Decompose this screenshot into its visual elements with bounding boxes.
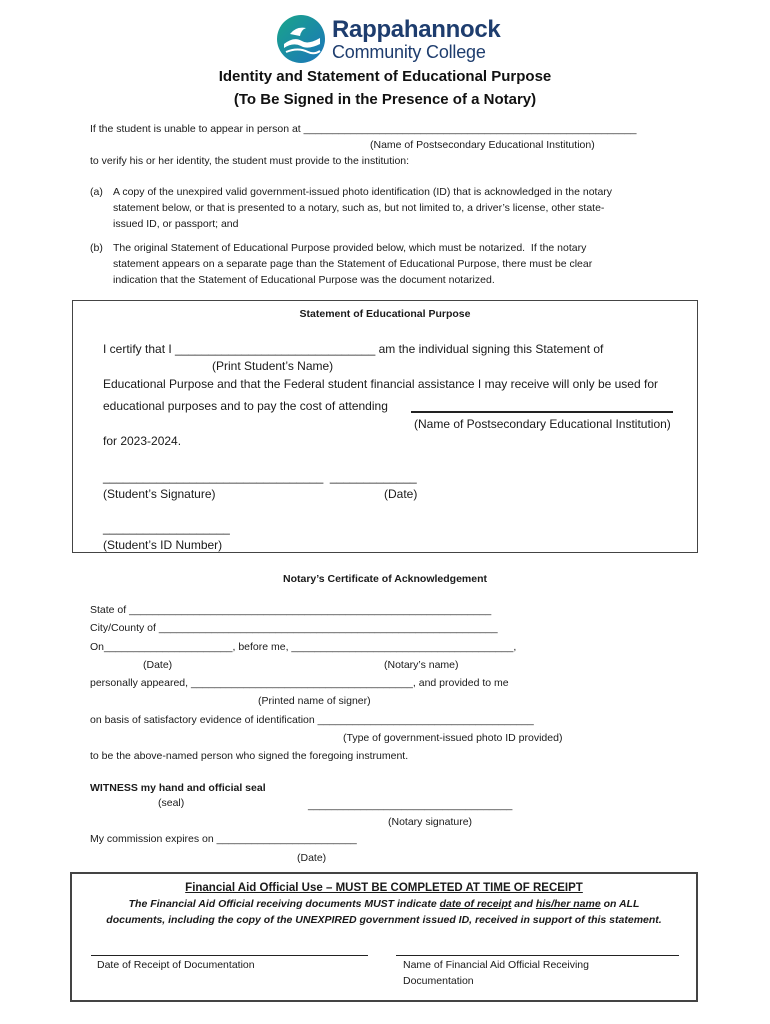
commission-date-caption: (Date) <box>297 852 327 864</box>
official-note-part-3: on ALL <box>600 898 640 910</box>
notary-appeared-line[interactable]: personally appeared, ______________________________________, and provided to me <box>90 677 509 689</box>
seal-caption: (seal) <box>158 797 185 809</box>
college-logo-subtitle: Community College <box>332 42 486 62</box>
official-note-line-2: documents, including the copy of the UNEXPIRED government issued ID, received in support of this statement. <box>106 914 662 926</box>
item-a-line-3: issued ID, or passport; and <box>113 218 239 230</box>
notary-signature-blank[interactable]: ___________________________________ <box>308 799 513 811</box>
official-note-date-of-receipt: date of receipt <box>439 898 512 910</box>
year-line: for 2023-2024. <box>103 434 182 448</box>
statement-heading: Statement of Educational Purpose <box>299 308 471 320</box>
printed-name-caption: (Printed name of signer) <box>258 695 371 707</box>
notary-evidence-line[interactable]: on basis of satisfactory evidence of identification _____________________________________ <box>90 714 534 726</box>
photo-id-caption: (Type of government-issued photo ID provided) <box>343 732 563 744</box>
date-of-receipt-blank[interactable] <box>91 955 368 956</box>
institution-caption: (Name of Postsecondary Educational Institution) <box>414 417 671 431</box>
official-note-part-2: and <box>511 898 536 910</box>
student-id-blank[interactable]: ___________________ <box>103 521 230 535</box>
intro-line-2: to verify his or her identity, the student must provide to the institution: <box>90 155 410 167</box>
statement-certify-line[interactable]: I certify that I ______________________________ am the individual signing this Statement of <box>103 342 604 356</box>
document-title: Identity and Statement of Educational Purpose <box>218 68 552 85</box>
item-b-line-1: The original Statement of Educational Purpose provided below, which must be notarized. If the notary <box>113 242 587 254</box>
notary-state-field[interactable]: State of ______________________________________________________________ <box>90 604 492 616</box>
official-use-heading: Financial Aid Official Use – MUST BE COMPLETED AT TIME OF RECEIPT <box>185 882 583 894</box>
witness-line: WITNESS my hand and official seal <box>90 782 266 794</box>
college-logo <box>274 12 504 64</box>
student-signature-caption: (Student’s Signature) <box>103 487 216 501</box>
document-subtitle: (To Be Signed in the Presence of a Notary) <box>233 91 537 108</box>
notary-date-caption: (Date) <box>143 659 173 671</box>
student-id-caption: (Student’s ID Number) <box>103 538 223 552</box>
official-name-caption-1: Name of Financial Aid Official Receiving <box>403 959 589 971</box>
official-name-caption-2: Documentation <box>403 975 474 987</box>
notary-on-line[interactable]: On______________________, before me, ______________________________________, <box>90 641 517 653</box>
item-a-line-1: A copy of the unexpired valid government-issued photo identification (ID) that is acknowledged in the notary <box>113 186 613 198</box>
official-note-line-1 <box>70 898 698 910</box>
notary-signature-caption: (Notary signature) <box>388 816 473 828</box>
official-note-part-1: The Financial Aid Official receiving documents MUST indicate <box>128 898 440 910</box>
intro-line-1: If the student is unable to appear in person at _________________________________________________________ <box>90 123 637 135</box>
notary-name-caption: (Notary’s name) <box>384 659 459 671</box>
official-name-blank[interactable] <box>396 955 679 956</box>
commission-line[interactable]: My commission expires on ________________________ <box>90 833 357 845</box>
item-b-line-3: indication that the Statement of Educational Purpose was the document notarized. <box>113 274 495 286</box>
statement-line-2: Educational Purpose and that the Federal student financial assistance I may receive will only be used for <box>103 377 658 391</box>
print-name-caption: (Print Student’s Name) <box>212 359 334 373</box>
item-a-label: (a) <box>90 186 103 198</box>
college-logo-name: Rappahannock <box>332 16 501 43</box>
intro-institution-caption: (Name of Postsecondary Educational Institution) <box>370 139 595 151</box>
official-note-his-her-name: his/her name <box>535 898 601 910</box>
notary-above-named-line: to be the above-named person who signed the foregoing instrument. <box>90 750 409 762</box>
signature-blank[interactable]: _________________________________ _____________ <box>103 470 417 484</box>
signature-date-caption: (Date) <box>384 487 418 501</box>
item-b-line-2: statement appears on a separate page than the Statement of Educational Purpose, there must be clear <box>113 258 593 270</box>
item-a-line-2: statement below, or that is presented to a notary, such as, but not limited to, a driver’s license, other state- <box>113 202 605 214</box>
notary-county-field[interactable]: City/County of __________________________________________________________ <box>90 622 498 634</box>
statement-line-3: educational purposes and to pay the cost of attending <box>103 399 388 413</box>
institution-blank[interactable] <box>411 411 673 413</box>
college-logo-icon <box>276 14 326 64</box>
date-of-receipt-caption: Date of Receipt of Documentation <box>97 959 255 971</box>
notary-heading: Notary’s Certificate of Acknowledgement <box>282 573 488 585</box>
item-b-label: (b) <box>90 242 103 254</box>
